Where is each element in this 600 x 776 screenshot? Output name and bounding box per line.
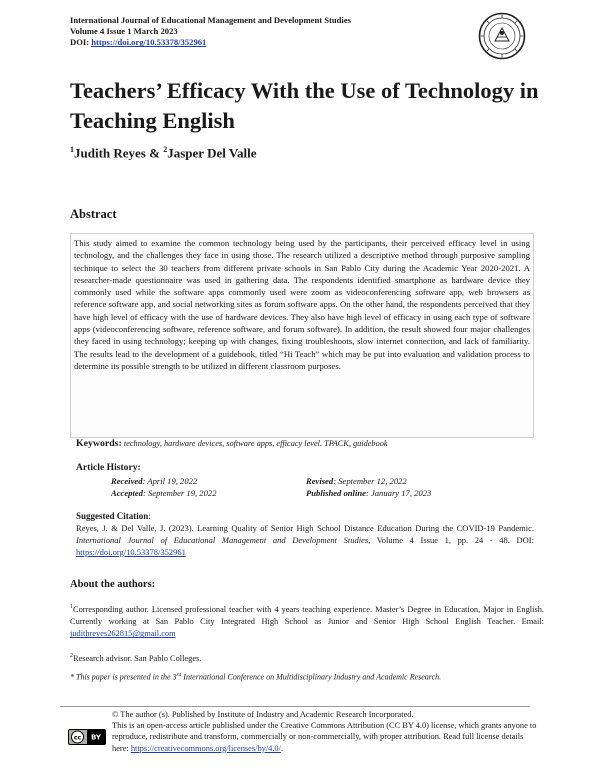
citation-heading xyxy=(76,511,151,521)
history-published xyxy=(306,487,431,499)
received-date: : April 19, 2022 xyxy=(142,476,198,486)
doi-label: DOI: xyxy=(70,37,90,48)
paper-title: Teachers’ Efficacy With the Use of Technology in Teaching English xyxy=(70,78,539,133)
revised-date: : September 12, 2022 xyxy=(333,476,407,486)
author-1-bio-text: Corresponding author. Licensed professional teacher with 4 years teaching experience. Master’s Degree in Education, Major in English. Currently working at San Pablo City Integrated High School as Junior and Senior High School English Teacher. Email: xyxy=(70,604,544,627)
article-history-heading: Article History: xyxy=(76,462,141,473)
institution-seal-icon xyxy=(478,12,526,60)
citation-text xyxy=(76,523,534,558)
journal-doi xyxy=(70,37,510,48)
author-2-name: Jasper Del Valle xyxy=(167,145,257,161)
author-1-name: Judith Reyes xyxy=(74,145,146,161)
copyright-line: © The author (s). Published by Institute of Industry and Academic Research Incorporated. xyxy=(112,710,414,719)
journal-name: International Journal of Educational Management and Development Studies xyxy=(70,15,351,25)
author-2-bio-number: 2 xyxy=(70,653,73,659)
accepted-date: : September 19, 2022 xyxy=(142,488,217,498)
citation-part-1: Reyes, J. & Del Valle, J. (2023). Learning Quality of Senior High School Distance Education During the COVID-19 Pandemic. xyxy=(76,523,534,533)
citation-part-2: , Volume 4 Issue 1, pp. 24 - 48. DOI: xyxy=(368,534,534,545)
license-footer xyxy=(112,709,540,754)
author-joiner: & xyxy=(145,145,164,161)
cc-badge-left-text: cc xyxy=(73,734,82,742)
published-label: Published online xyxy=(306,488,366,498)
author-1-email-link[interactable]: judithreyes262815@gmail.com xyxy=(70,629,176,639)
license-statement xyxy=(112,720,540,754)
author-list xyxy=(70,145,257,161)
history-received xyxy=(111,475,197,487)
abstract-text: This study aimed to examine the common technology being used by the participants, their perceived efficacy level in using technology, and the challenges they face in using those. The research utilized a descriptive method through purposive sampling technique to select the 30 teachers from different private schools in San Pablo City during the Academic Year 2020-2021. A researcher-made questionnaire was used in gathering data. The respondents identified smartphone as hardware device they commonly used while the software apps commonly used were zoom as videoconferencing software app, web browsers as reference software app, and social networking sites as forum software apps. On the other hand, the respondents perceived that they have high level of efficacy with the use of hardware devices. They also have high level of efficacy in using each type of software apps (videoconferencing software, reference software, and forum software). In addition, the result showed four major challenges they faced in using technology; keeping up with changes, fixing troubleshoots, slow internet connection, and lack of familiarity. The results lead to the development of a guidebook, titled “Hi Teach” which may be put into evaluation and validation process to determine its possible strength to be utilized in different classroom purposes. xyxy=(74,238,530,371)
footer-divider xyxy=(60,706,530,707)
abstract-heading: Abstract xyxy=(70,207,117,221)
note-prefix: * This paper is presented in the 3 xyxy=(70,672,177,682)
license-link[interactable]: https://creativecommons.org/licenses/by/4.0/ xyxy=(130,743,281,753)
conference-note xyxy=(70,672,544,682)
cc-by-license-icon[interactable] xyxy=(68,729,106,745)
note-suffix: International Conference on Multidisciplinary Industry and Academic Research. xyxy=(181,672,442,682)
history-accepted xyxy=(111,487,217,499)
author-1-bio-number: 1 xyxy=(70,604,73,610)
license-end: . xyxy=(280,743,284,753)
author-2-bio-text: Research advisor. San Pablo Colleges. xyxy=(73,653,202,663)
doi-link[interactable]: https://doi.org/10.53378/352961 xyxy=(91,37,207,48)
revised-label: Revised xyxy=(306,476,334,486)
keywords-text: technology, hardware devices, software apps, efficacy level. TPACK, guidebook xyxy=(123,439,388,448)
cc-badge-right-text: BY xyxy=(90,733,102,742)
author-2-bio xyxy=(70,650,544,665)
citation-heading-text: Suggested Citation xyxy=(76,511,149,521)
accepted-label: Accepted xyxy=(111,488,143,498)
citation-journal: International Journal of Educational Management and Development Studies xyxy=(76,534,369,545)
author-2-number: 2 xyxy=(163,145,168,154)
license-text: This is an open-access article published under the Creative Commons Attribution (CC BY 4.0) license, which grants anyone to reproduce, redistribute and transform, commercially or non-commercially, with proper attribution. Read full license details here: xyxy=(112,721,537,753)
keywords xyxy=(76,437,536,450)
history-revised xyxy=(306,475,407,487)
journal-header xyxy=(70,15,510,49)
citation-heading-colon: : xyxy=(148,511,151,521)
published-date: : January 17, 2023 xyxy=(365,488,432,498)
note-sup: rd xyxy=(176,672,182,678)
author-1-number: 1 xyxy=(70,145,74,154)
author-1-bio xyxy=(70,601,544,641)
citation-doi-link[interactable]: https://doi.org/10.53378/352961 xyxy=(76,546,186,557)
about-authors-heading: About the authors: xyxy=(70,579,156,590)
keywords-label: Keywords: xyxy=(76,438,122,449)
received-label: Received xyxy=(111,476,143,486)
journal-volume: Volume 4 Issue 1 March 2023 xyxy=(70,26,178,37)
